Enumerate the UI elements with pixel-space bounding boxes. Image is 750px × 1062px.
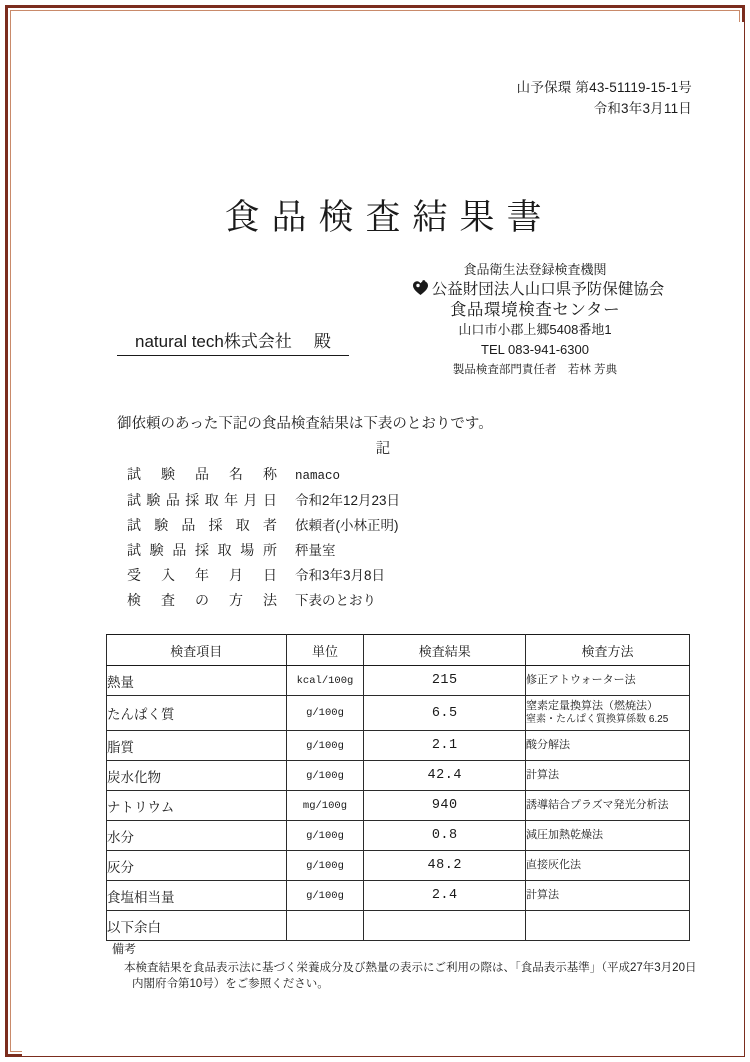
cell-method [526,731,690,761]
issue-date: 令和3年3月11日 [593,101,692,116]
cell-unit: g/100g [286,731,364,761]
cell-value: 48.2 [364,851,526,881]
method-primary: 修正アトウォーター法 [526,674,636,686]
cell-item: たんぱく質 [107,696,287,731]
cell-item: 灰分 [107,851,287,881]
cell-unit: mg/100g [286,791,364,821]
sample-info-label: 受 入 年 月 日 [127,567,277,583]
sample-info-row [127,514,400,539]
table-row [107,851,690,881]
addressee-honorific: 殿 [313,332,331,351]
cell-unit: g/100g [286,851,364,881]
sample-info-row [127,539,400,564]
cell-method [526,761,690,791]
table-body [107,666,690,941]
sample-info-row [127,589,400,614]
table-row [107,791,690,821]
issuer-block [370,260,700,380]
certificate-sheet [22,22,744,1056]
column-header-method: 検査方法 [526,635,690,666]
issuer-registry: 食品衛生法登録検査機関 [463,262,607,277]
table-row [107,666,690,696]
remarks-body [112,960,702,992]
remarks-block [112,940,702,992]
addressee [117,327,349,356]
cell-value: 42.4 [364,761,526,791]
method-primary: 誘導結合プラズマ発光分析法 [526,799,669,811]
issuer-manager: 製品検査部門責任者 若林 芳典 [452,364,618,376]
remarks-line-2: 内閣府令第10号）をご参照ください。 [132,978,329,990]
sample-info-row [127,464,400,489]
empty-cell [526,911,690,941]
inspection-results-table [106,634,690,941]
end-of-data-marker: 以下余白 [107,911,287,941]
method-primary: 減圧加熱乾燥法 [526,829,604,841]
sample-info-value: 依頼者(小林正明) [295,518,399,533]
cell-unit: kcal/100g [286,666,364,696]
issuer-address: 山口市小郡上郷5408番地1 [458,322,612,337]
method-primary: 窒素定量換算法（燃焼法） [526,700,659,712]
sample-info-list [127,464,400,614]
heart-mark-logo-icon [412,280,429,296]
issuer-center: 食品環境検査センター [449,301,621,319]
sample-info-value: 秤量室 [295,543,336,558]
cell-unit: g/100g [286,761,364,791]
table-row [107,761,690,791]
cell-item: 炭水化物 [107,761,287,791]
page-title: 食品検査結果書 [224,198,554,237]
cell-item: ナトリウム [107,791,287,821]
sample-info-value: 令和3年3月8日 [295,568,386,583]
cell-method [526,881,690,911]
intro-sentence: 御依頼のあった下記の食品検査結果は下表のとおりです。 [117,416,493,432]
table-row [107,821,690,851]
cell-method [526,696,690,731]
column-header-item: 検査項目 [107,635,287,666]
page-border-frame [5,5,745,1057]
method-primary: 酸分解法 [526,739,571,751]
cell-item: 熱量 [107,666,287,696]
issuer-organization: 公益財団法人山口県予防保健協会 [431,281,665,298]
sample-info-label: 試 験 品 採 取 者 [127,517,277,533]
cell-method [526,666,690,696]
cell-method [526,821,690,851]
cell-value: 2.1 [364,731,526,761]
table-row [107,881,690,911]
cell-value: 2.4 [364,881,526,911]
empty-cell [286,911,364,941]
cell-method [526,791,690,821]
issuer-organization-line [370,280,700,300]
cell-unit: g/100g [286,881,364,911]
issuer-telephone: TEL 083-941-6300 [481,342,589,357]
cell-value: 0.8 [364,821,526,851]
method-primary: 計算法 [526,769,560,781]
sample-info-label: 試 験 品 採 取 場 所 [127,542,277,558]
cell-value: 940 [364,791,526,821]
table-row-end-marker [107,911,690,941]
cell-method [526,851,690,881]
remarks-line-1: 本検査結果を食品表示法に基づく栄養成分及び熱量の表示にご利用の際は、「食品表示基準」（平成27年3月20日 [124,962,697,974]
sample-info-value: 下表のとおり [295,593,376,608]
empty-cell [364,911,526,941]
column-header-result: 検査結果 [364,635,526,666]
method-primary: 直接灰化法 [526,859,582,871]
cell-value: 215 [364,666,526,696]
sample-info-label: 試 験 品 名 称 [127,466,277,482]
cell-unit: g/100g [286,821,364,851]
remarks-title: 備考 [112,942,137,956]
sample-info-label: 検 査 の 方 法 [127,592,277,608]
column-header-unit: 単位 [286,635,364,666]
addressee-company: natural tech株式会社 [135,332,292,351]
cell-value: 6.5 [364,696,526,731]
cell-unit: g/100g [286,696,364,731]
ki-marker: 記 [375,441,391,457]
sample-info-row [127,489,400,514]
sample-info-value: namaco [295,469,341,483]
table-row [107,696,690,731]
method-secondary: 窒素・たんぱく質換算係数 6.25 [526,714,669,725]
cell-item: 食塩相当量 [107,881,287,911]
cell-item: 水分 [107,821,287,851]
sample-info-value: 令和2年12月23日 [295,493,401,508]
cell-item: 脂質 [107,731,287,761]
table-header [107,635,690,666]
table-header-row [107,635,690,666]
document-reference-block [517,77,692,119]
method-primary: 計算法 [526,889,560,901]
sample-info-row [127,564,400,589]
reference-number: 山予保環 第43-51119-15-1号 [516,80,692,95]
table-row [107,731,690,761]
sample-info-label: 試 験 品 採 取 年 月 日 [127,492,277,508]
